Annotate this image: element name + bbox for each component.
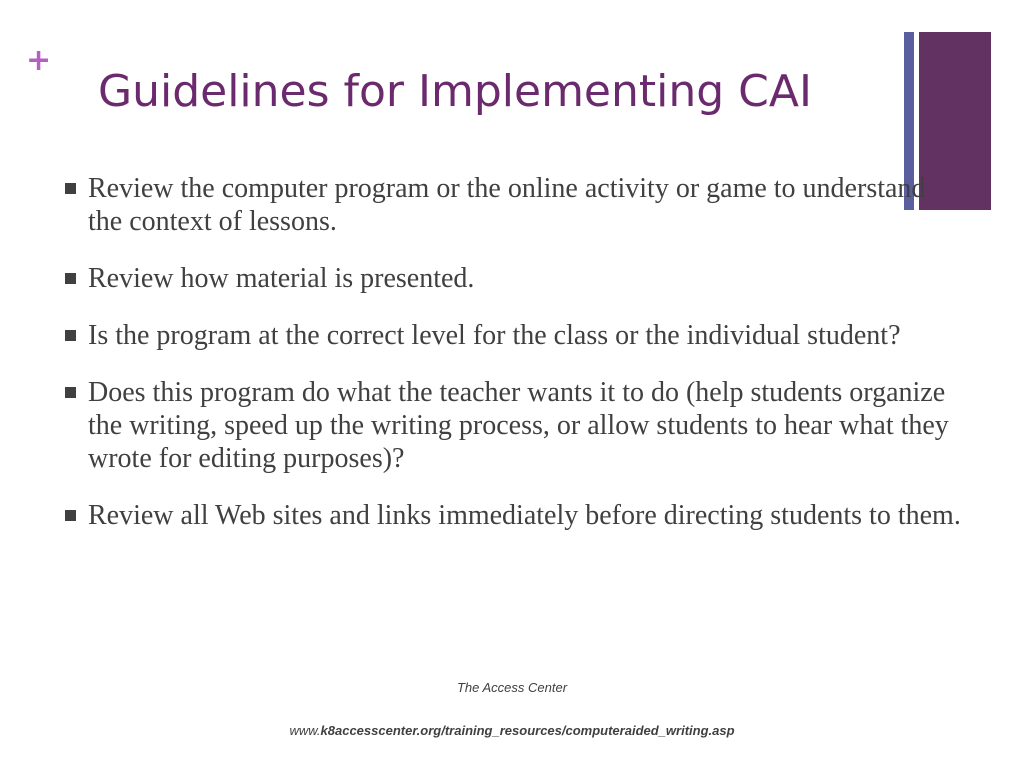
bullet-text: Review the computer program or the online activity or game to understand the context of lessons.: [88, 173, 926, 237]
footer-url-prefix[interactable]: www.: [289, 723, 321, 738]
slide-title: Guidelines for Implementing CAI: [98, 66, 812, 117]
bullet-text: Review how material is presented.: [88, 263, 475, 294]
bullet-item: [62, 499, 962, 532]
footer-url-path[interactable]: k8accesscenter.org/training_resources/computeraided_writing.asp: [320, 723, 735, 738]
footer-url[interactable]: [0, 723, 1024, 738]
bullet-text: Does this program do what the teacher wants it to do (help students organize the writing, speed up the writing process, or allow students to hear what they wrote for editing purposes)?: [88, 377, 949, 474]
bullet-text: Review all Web sites and links immediately before directing students to them.: [88, 500, 961, 531]
bullet-item: [62, 319, 962, 352]
square-bullet-icon: [65, 330, 76, 341]
square-bullet-icon: [65, 183, 76, 194]
bullet-item: [62, 262, 962, 295]
bullet-text: Is the program at the correct level for the class or the individual student?: [88, 320, 901, 351]
square-bullet-icon: [65, 273, 76, 284]
bullet-item: [62, 172, 962, 238]
bullet-item: [62, 376, 962, 475]
footer-source: The Access Center: [456, 680, 568, 695]
square-bullet-icon: [65, 387, 76, 398]
bullet-list: [62, 172, 962, 556]
plus-icon: +: [26, 43, 52, 78]
square-bullet-icon: [65, 510, 76, 521]
